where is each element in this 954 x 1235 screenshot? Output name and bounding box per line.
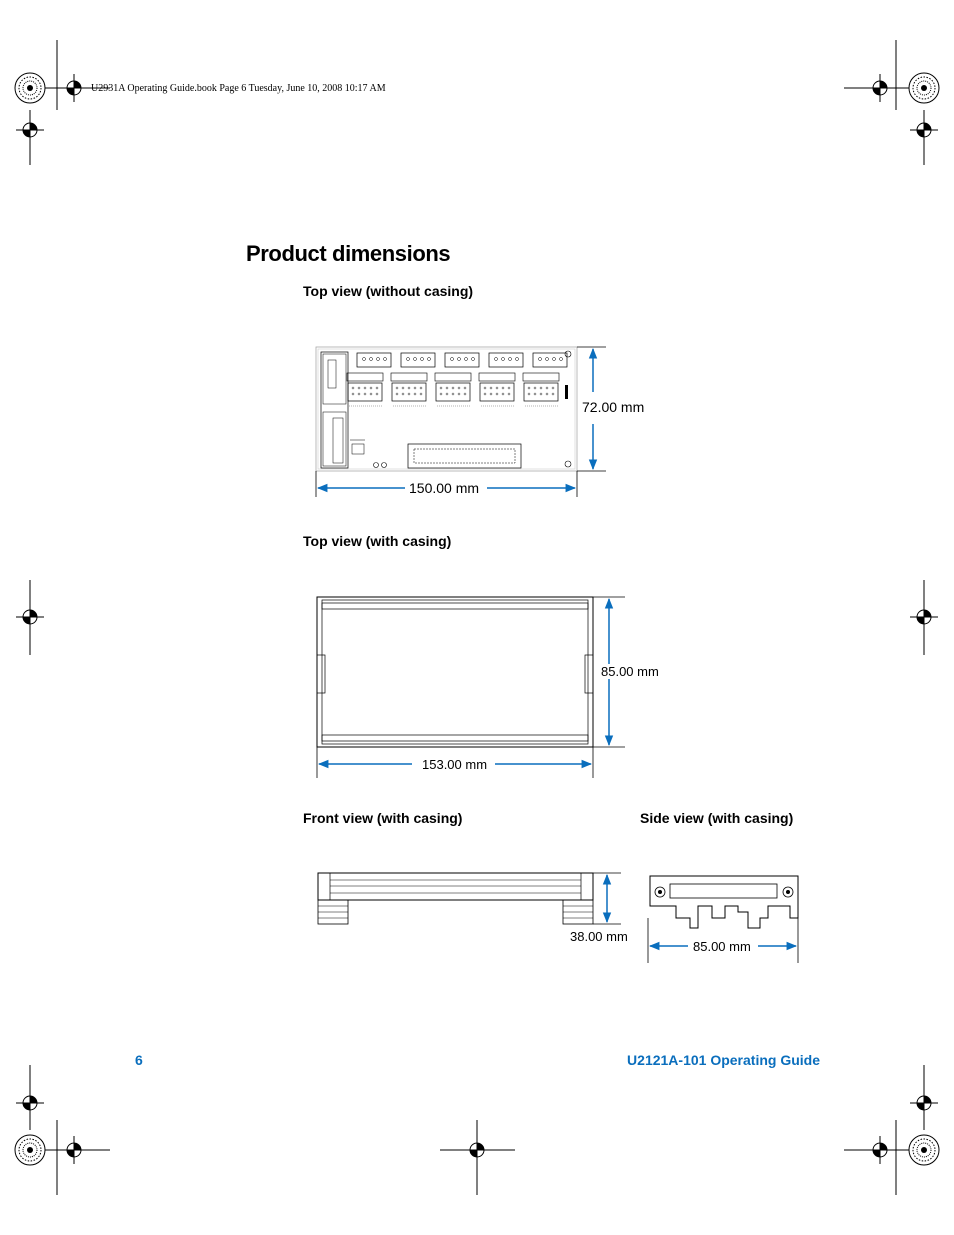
dimension-lines-view1 (316, 347, 606, 497)
front-view-height-label: 38.00 mm (566, 929, 632, 944)
casing-side-drawing (650, 876, 798, 928)
top-view-with-casing-width-label: 153.00 mm (418, 757, 491, 772)
casing-top-drawing (317, 597, 593, 747)
side-view-width-label: 85.00 mm (689, 939, 755, 954)
guide-title: U2121A-101 Operating Guide (627, 1052, 820, 1068)
page-title: Product dimensions (246, 241, 451, 266)
front-view-heading: Front view (with casing) (303, 810, 463, 826)
pcb-board-drawing (316, 347, 577, 471)
top-view-without-casing-height-label: 72.00 mm (578, 399, 648, 415)
dimension-lines-view2 (317, 597, 625, 778)
top-view-with-casing-height-label: 85.00 mm (597, 664, 663, 679)
side-view-heading: Side view (with casing) (640, 810, 794, 826)
page-number: 6 (135, 1052, 143, 1068)
top-view-without-casing-width-label: 150.00 mm (405, 480, 483, 496)
crop-line-text: U2931A Operating Guide.book Page 6 Tuesday, June 10, 2008 10:17 AM (91, 83, 386, 94)
top-view-with-casing-heading: Top view (with casing) (303, 533, 452, 549)
casing-front-drawing (318, 873, 593, 924)
dimension-lines-view3 (593, 873, 621, 924)
top-view-without-casing-heading: Top view (without casing) (303, 283, 474, 299)
